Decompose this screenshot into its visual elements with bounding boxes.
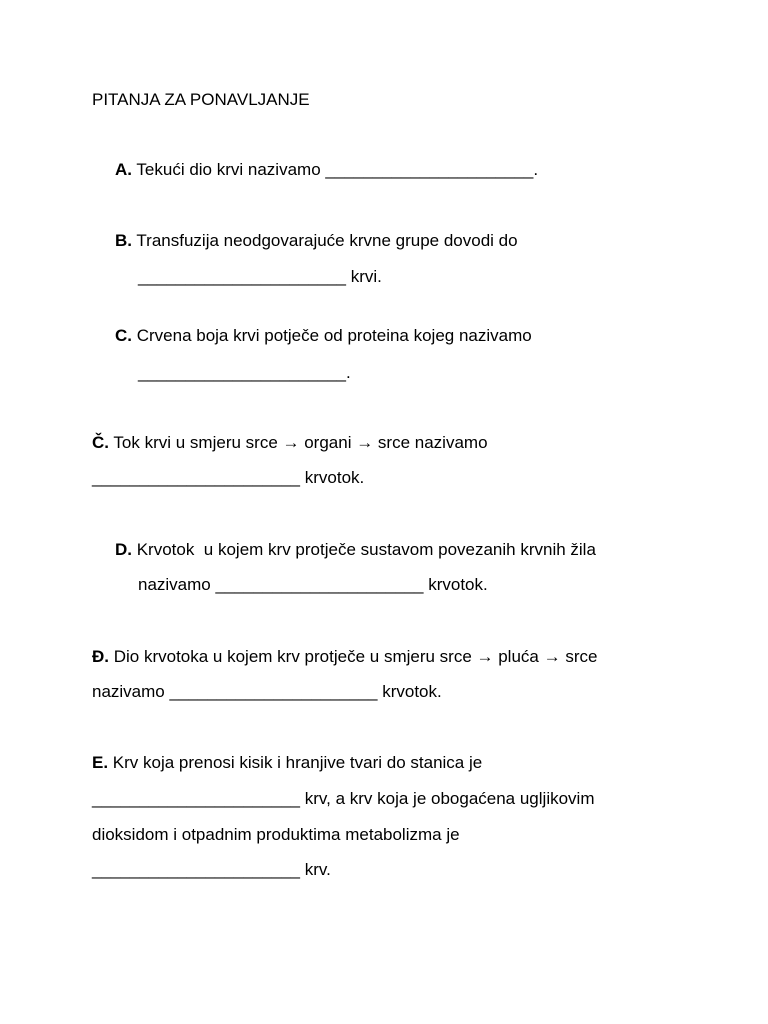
question-e (92, 752, 482, 774)
question-letter: Đ. (92, 647, 109, 666)
question-c (115, 325, 532, 347)
question-d-continuation: nazivamo ______________________ krvotok. (138, 575, 488, 594)
question-text: Tekući dio krvi nazivamo ______________________. (132, 160, 539, 179)
question-letter: E. (92, 753, 109, 772)
question-a (115, 159, 538, 181)
question-letter: C. (115, 326, 132, 345)
question-d (115, 539, 596, 561)
page-title: PITANJA ZA PONAVLJANJE (92, 90, 310, 109)
question-c-caron-continuation: ______________________ krvotok. (92, 468, 365, 487)
question-letter: A. (115, 160, 132, 179)
question-c-caron (92, 432, 488, 454)
question-b-continuation: ______________________ krvi. (138, 267, 382, 286)
question-letter: Č. (92, 433, 109, 452)
question-text: Transfuzija neodgovarajuće krvne grupe dovodi do (132, 231, 518, 250)
question-b (115, 230, 518, 252)
question-text: Krvotok u kojem krv protječe sustavom povezanih krvnih žila (132, 540, 596, 559)
question-d-stroke (92, 646, 597, 668)
question-letter: B. (115, 231, 132, 250)
question-c-continuation: ______________________. (138, 363, 351, 382)
question-text: Tok krvi u smjeru srce → organi → srce nazivamo (109, 433, 488, 452)
question-text: Dio krvotoka u kojem krv protječe u smjeru srce → pluća → srce (109, 647, 598, 666)
question-text: Crvena boja krvi potječe od proteina kojeg nazivamo (132, 326, 532, 345)
question-e-line-4: ______________________ krv. (92, 860, 331, 879)
question-e-line-2: ______________________ krv, a krv koja je obogaćena ugljikovim (92, 789, 595, 808)
question-d-stroke-continuation: nazivamo ______________________ krvotok. (92, 682, 442, 701)
question-letter: D. (115, 540, 132, 559)
question-e-line-3: dioksidom i otpadnim produktima metabolizma je (92, 825, 460, 844)
question-text: Krv koja prenosi kisik i hranjive tvari do stanica je (108, 753, 483, 772)
